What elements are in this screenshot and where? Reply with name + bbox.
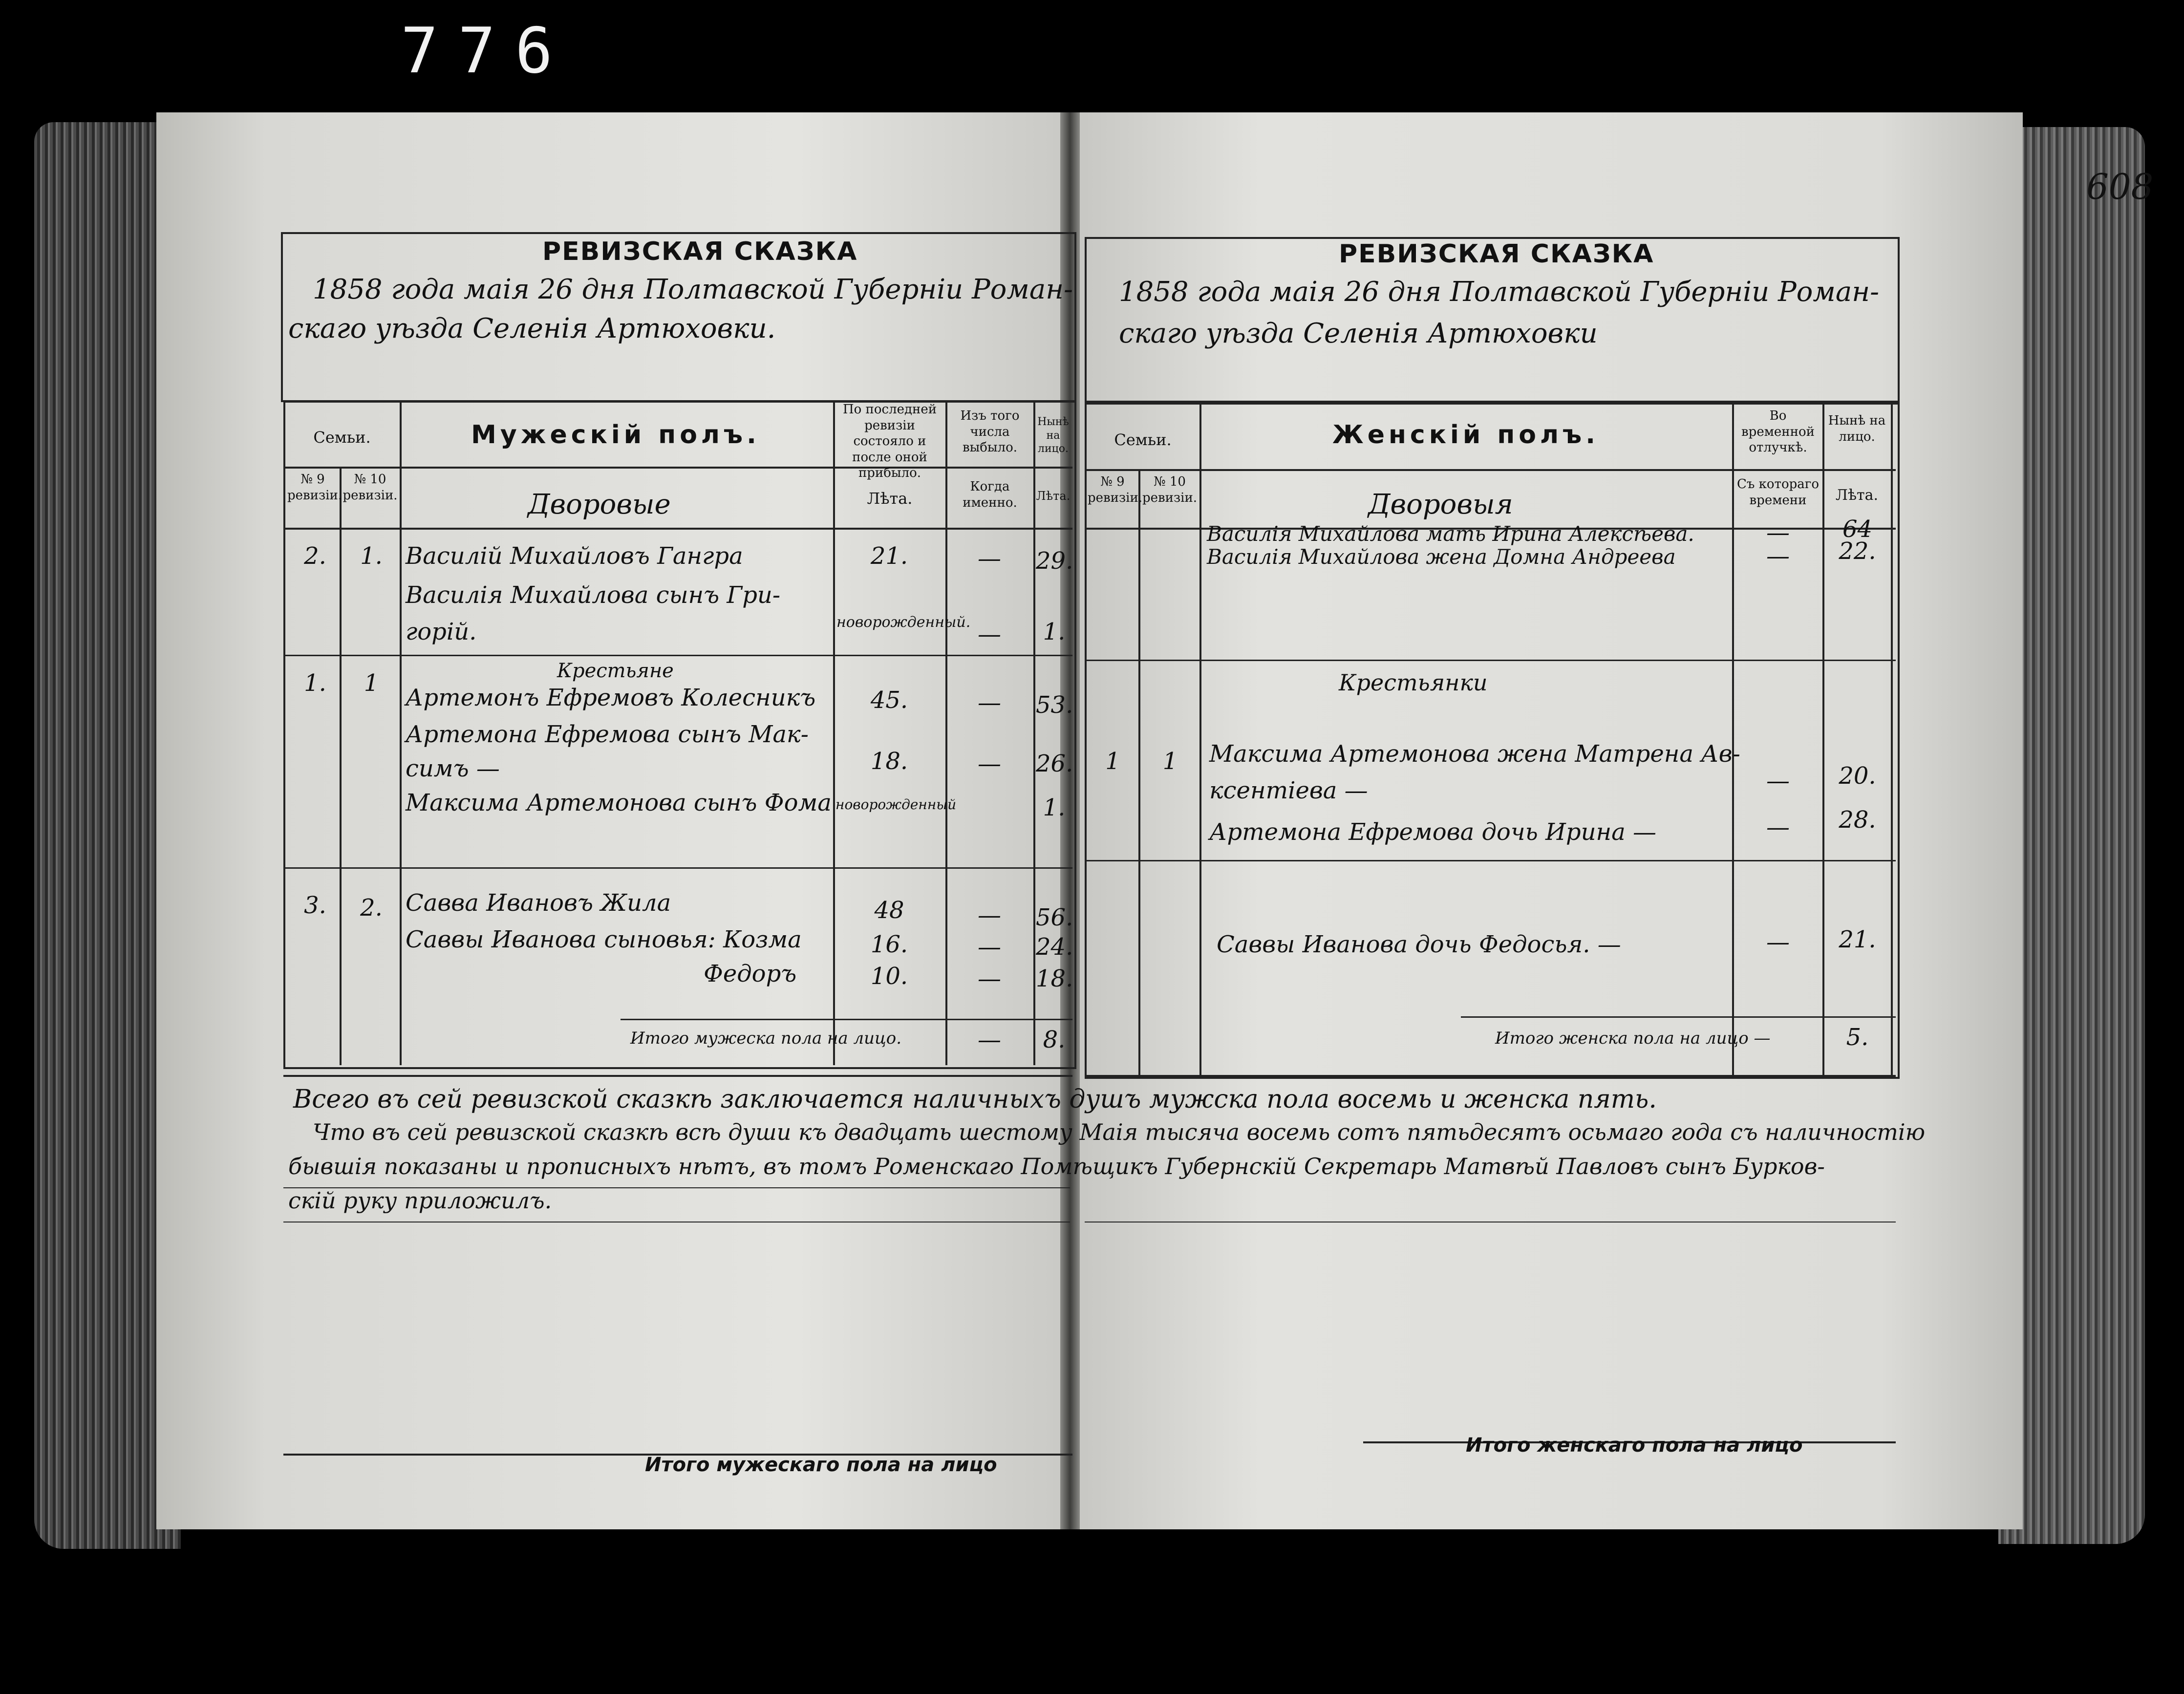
left-col-sep	[340, 467, 342, 1065]
left-hdr-family: Семьи.	[313, 428, 371, 447]
person-age: 48	[874, 897, 904, 924]
right-hdr-family: Семьи.	[1114, 430, 1172, 449]
summary-line3: бывшія показаны и прописныхъ нѣтъ, въ томъ Роменскаго Помѣщикъ Губернскій Секретарь Матвѣй Павловъ сынъ Бурков-	[288, 1153, 1825, 1179]
absent-mark: —	[1766, 542, 1790, 570]
left-bottom-total-label: Итого мужескаго пола на лицо	[645, 1454, 997, 1476]
departed-mark: —	[978, 965, 1001, 992]
person-name: Савва Ивановъ Жила	[406, 889, 671, 917]
summary-line2: Что въ сей ревизской сказкѣ всѣ души къ двадцать шестому Маія тысяча восемь сотъ пятьдесятъ осьмаго года съ наличностію	[313, 1119, 1926, 1145]
person-age: 10.	[870, 963, 908, 990]
left-hdr-departed: Изъ того числа выбыло.	[960, 408, 1020, 455]
person-age: новорожденный	[835, 796, 957, 813]
left-col-sep	[400, 401, 402, 1065]
person-name: Саввы Иванова сыновья: Козма	[406, 926, 802, 953]
right-col-sep	[1138, 469, 1140, 1075]
departed-mark: —	[978, 545, 1001, 572]
right-heading-line2: скаго уѣзда Селенія Артюховки	[1119, 318, 1598, 349]
family-no9: 1.	[304, 669, 326, 697]
present-age: 18.	[1036, 965, 1073, 992]
present-age: 22.	[1839, 537, 1876, 565]
left-subheader-sep	[283, 528, 1072, 530]
left-hdr-when: Когда именно.	[963, 479, 1017, 510]
right-hdr-no10: № 10 ревизіи.	[1142, 474, 1198, 505]
person-name: Артемона Ефремова дочь Ирина —	[1209, 818, 1656, 846]
present-age: 28.	[1839, 806, 1876, 834]
left-col-sep	[945, 401, 947, 1065]
left-form-title: РЕВИЗСКАЯ СКАЗКА	[542, 237, 858, 266]
left-col-sep	[833, 401, 835, 1065]
person-name-cont: горій.	[406, 618, 477, 645]
right-total-sep	[1461, 1016, 1896, 1018]
person-age: 18.	[870, 748, 908, 775]
folio-number: 608	[2086, 166, 2154, 207]
left-family-sep	[283, 655, 1072, 656]
present-age: 24.	[1036, 933, 1073, 961]
person-name: Василія Михайлова сынъ Гри-	[406, 581, 781, 609]
left-total-sep	[621, 1019, 1072, 1020]
right-hdr-since: Съ котораго времени	[1736, 477, 1820, 508]
left-hdr-now-years: Лѣта.	[1036, 489, 1071, 503]
family-no9: 1	[1105, 748, 1120, 775]
summary-rule	[283, 1187, 1070, 1188]
right-form-title: РЕВИЗСКАЯ СКАЗКА	[1339, 239, 1654, 269]
family-no10: 1	[364, 669, 379, 697]
right-section-peasants: Крестьянки	[1339, 669, 1488, 696]
right-family-sep	[1085, 660, 1896, 661]
person-name-cont: ксентіева —	[1209, 777, 1368, 804]
person-age: 16.	[870, 931, 908, 958]
present-age: 1.	[1043, 618, 1066, 645]
left-total-dash: —	[978, 1026, 1001, 1053]
left-hdr-last-revision: По последней ревизіи состояло и после оной прибыло.	[842, 402, 937, 480]
family-no10: 1	[1162, 748, 1178, 775]
present-age: 53.	[1036, 691, 1073, 719]
present-age: 26.	[1036, 750, 1073, 777]
right-hdr-no9: № 9 ревизіи.	[1088, 474, 1143, 505]
summary-line1: Всего въ сей ревизской сказкѣ заключается наличныхъ душъ мужска пола восемь и женска пять.	[293, 1085, 1657, 1114]
absent-mark: —	[1766, 928, 1790, 956]
left-hdr-no10: № 10 ревизіи.	[343, 472, 398, 503]
right-hdr-sex: Женскій полъ.	[1332, 420, 1599, 450]
family-no10: 2.	[360, 894, 383, 922]
left-heading-line2: скаго уѣзда Селенія Артюховки.	[288, 313, 776, 344]
person-age: 21.	[870, 542, 908, 570]
right-col-sep	[1891, 401, 1893, 1075]
person-age: 45.	[870, 686, 908, 714]
right-hdr-now: Нынѣ на лицо.	[1828, 413, 1886, 444]
present-age: 1.	[1043, 794, 1066, 821]
departed-mark: —	[978, 750, 1001, 777]
person-name: Артемонъ Ефремовъ Колесникъ	[406, 684, 816, 711]
summary-top-rule	[1085, 1075, 1896, 1077]
right-family-sep	[1085, 860, 1896, 861]
left-section-peasants: Крестьяне	[557, 660, 674, 682]
right-col-sep	[1732, 401, 1734, 1075]
absent-mark: —	[1766, 519, 1790, 546]
present-age: 21.	[1839, 926, 1876, 953]
left-family-sep	[283, 867, 1072, 869]
person-name: Федоръ	[704, 960, 797, 987]
left-section-house-serfs: Дворовые	[528, 489, 671, 520]
person-name: Саввы Иванова дочь Федосья. —	[1217, 931, 1621, 958]
person-name: Максима Артемонова жена Матрена Ав-	[1209, 740, 1740, 768]
left-hdr-sex: Мужескій полъ.	[471, 420, 760, 450]
family-no9: 3.	[304, 892, 326, 919]
film-frame-number: 776	[401, 15, 573, 87]
departed-mark: —	[978, 901, 1001, 929]
present-age: 56.	[1036, 904, 1073, 931]
right-col-sep	[1199, 401, 1201, 1075]
person-name: Василій Михайловъ Гангра	[406, 542, 743, 570]
departed-mark: —	[978, 689, 1001, 716]
person-name: Максима Артемонова сынъ Фома	[406, 789, 832, 816]
left-total-value: 8.	[1043, 1026, 1066, 1053]
departed-mark: —	[978, 933, 1001, 961]
person-age: новорожденный.	[836, 614, 971, 631]
absent-mark: —	[1766, 767, 1790, 794]
family-no10: 1.	[360, 542, 383, 570]
left-hdr-years: Лѣта.	[867, 489, 913, 508]
right-section-house-serfs: Дворовыя	[1368, 489, 1513, 520]
right-header-sep	[1085, 469, 1896, 471]
person-name-cont: симъ —	[406, 755, 500, 782]
summary-top-rule	[283, 1075, 1072, 1077]
right-total-value: 5.	[1846, 1024, 1869, 1051]
left-hdr-no9: № 9 ревизіи.	[287, 472, 343, 503]
right-total-label: Итого женска пола на лицо —	[1495, 1029, 1771, 1048]
summary-line4: скій руку приложилъ.	[288, 1187, 552, 1214]
person-name: Василія Михайлова жена Домна Андреева	[1207, 545, 1676, 569]
left-header-sep	[283, 467, 1072, 469]
right-hdr-absent: Во временной отлучкѣ.	[1741, 408, 1815, 455]
right-heading-line1: 1858 года маія 26 дня Полтавской Губерніи Роман-	[1119, 276, 1880, 308]
present-age: 29.	[1036, 547, 1073, 575]
right-bottom-total-label: Итого женскаго пола на лицо	[1466, 1434, 1803, 1457]
present-age: 20.	[1839, 762, 1876, 790]
person-name: Артемона Ефремова сынъ Мак-	[406, 721, 809, 748]
left-hdr-now: Нынѣ на лицо.	[1037, 416, 1069, 455]
departed-mark: —	[978, 621, 1001, 648]
present-age: 64	[1842, 515, 1873, 543]
right-hdr-now-years: Лѣта.	[1835, 487, 1879, 504]
family-no9: 2.	[304, 542, 326, 570]
person-name: Василія Михайлова мать Ирина Алексѣева.	[1207, 522, 1694, 546]
left-heading-line1: 1858 года маія 26 дня Полтавской Губерніи Роман-	[313, 274, 1073, 305]
absent-mark: —	[1766, 814, 1790, 841]
left-total-label: Итого мужеска пола на лицо.	[630, 1029, 902, 1048]
